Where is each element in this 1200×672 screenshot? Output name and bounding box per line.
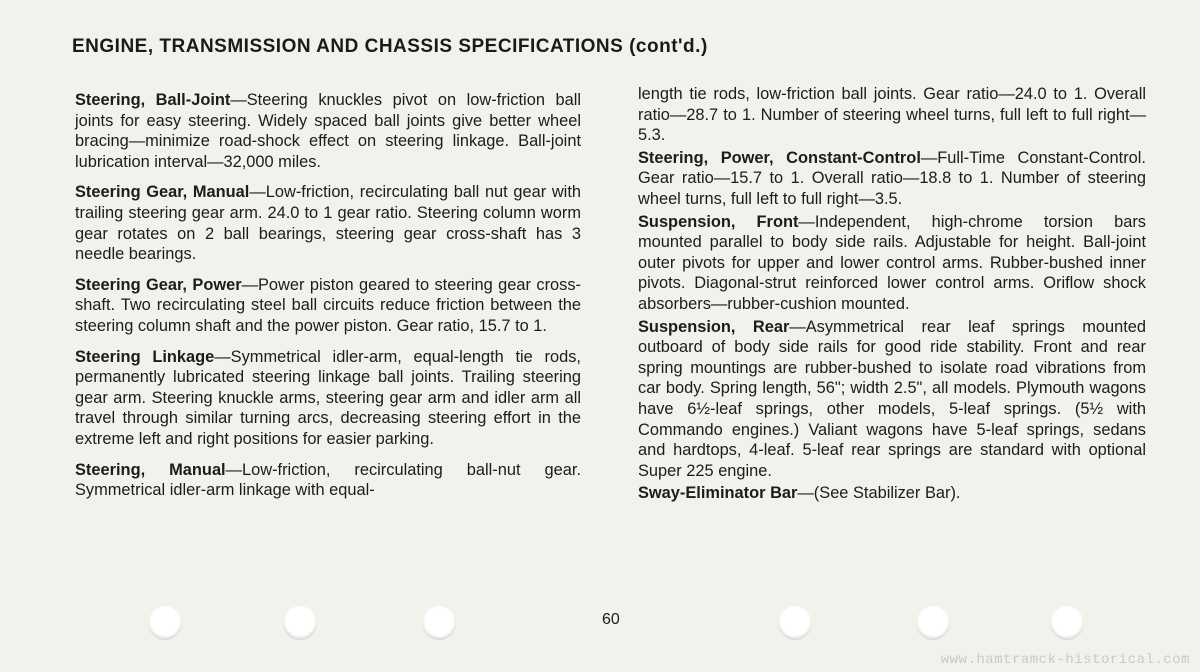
spec-entry (75, 90, 581, 172)
spec-term: Steering Linkage (75, 347, 215, 366)
spec-text: —Low-friction, recirculating ball nut gear with trailing steering gear arm. 24.0 to 1 gear ratio. Steering column worm gear rotates on 2 ball bearings, steering gear cross-shaft has 3 needle bearings. (75, 183, 581, 264)
binder-hole (916, 606, 950, 640)
spec-entry (638, 148, 1146, 210)
spec-text: —Low-friction, recirculating ball-nut gear. Symmetrical idler-arm linkage with equal- (75, 460, 582, 500)
page-number: 60 (602, 611, 620, 628)
spec-term: Steering Gear, Power (75, 275, 242, 294)
spec-text: —Power piston geared to steering gear cross-shaft. Two recirculating steel ball circuits reduce friction between the steering column shaft and the power piston. Gear ratio, 15.7 to 1. (75, 275, 581, 335)
spec-term: Suspension, Rear (638, 317, 790, 336)
binder-hole (1050, 606, 1084, 640)
watermark: www.hamtramck-historical.com (940, 652, 1190, 668)
binder-hole (148, 606, 182, 640)
spec-entry (75, 275, 581, 337)
binder-hole (283, 606, 317, 640)
spec-text: —(See Stabilizer Bar). (797, 484, 961, 503)
right-column (638, 84, 1146, 506)
spec-term: Steering, Ball-Joint (75, 91, 231, 109)
spec-term: Steering, Power, Constant-Control (638, 148, 921, 167)
page-title: ENGINE, TRANSMISSION AND CHASSIS SPECIFICATIONS (cont'd.) (72, 36, 708, 57)
spec-entry (638, 84, 1146, 146)
spec-text: —Steering knuckles pivot on low-friction ball joints for easy steering. Widely spaced ball joints give better wheel bracing—minimize road-shock effect on steering linkage. Ball-joint lubrication interval—32,000 miles. (75, 91, 581, 171)
spec-entry (75, 347, 581, 450)
spec-term: Suspension, Front (638, 212, 799, 231)
spec-text: —Full-Time Constant-Control. Gear ratio—15.7 to 1. Overall ratio—18.8 to 1. Number of steering wheel turns, full left to full right—3.5. (638, 148, 1146, 208)
spec-entry (638, 483, 1146, 504)
left-column (75, 90, 581, 511)
spec-text: —Independent, high-chrome torsion bars mounted parallel to body side rails. Adjustable for height. Ball-joint outer pivots for upper and lower control arms. Rubber-bushed inner pivots. Diagonal-strut reinforced lower control arms. Oriflow shock absorbers—rubber-cushion mounted. (638, 212, 1146, 313)
spec-entry (75, 182, 581, 264)
spec-entry (638, 212, 1146, 315)
spec-term: Steering, Manual (75, 460, 226, 479)
spec-text: —Symmetrical idler-arm, equal-length tie rods, permanently lubricated steering linkage ball joints. Trailing steering gear arm. Steering knuckle arms, steering gear arm and idler arm all travel through similar turning arcs, decreasing steering effort in the extreme left and right positions for easier parking. (75, 347, 581, 448)
spec-term: Sway-Eliminator Bar (638, 484, 798, 503)
spec-text: —Asymmetrical rear leaf springs mounted outboard of body side rails for good ride stability. Front and rear spring mountings are rubber-bushed to isolate road vibrations from car body. Spring length, 56"; width 2.5", all models. Plymouth wagons have 6½-leaf springs, other models, 5-leaf springs. (5½ with Commando engines.) Valiant wagons have 5-leaf springs, sedans and hardtops, 4-leaf. 5-leaf rear springs are standard with optional Super 225 engine. (638, 317, 1146, 480)
binder-hole (778, 606, 812, 640)
spec-term: Steering Gear, Manual (75, 183, 250, 202)
spec-entry (638, 317, 1146, 482)
binder-hole (422, 606, 456, 640)
spec-text: length tie rods, low-friction ball joints. Gear ratio—24.0 to 1. Overall ratio—28.7 to 1. Number of steering wheel turns, full left to full right—5.3. (638, 85, 1146, 145)
spec-entry (75, 460, 581, 501)
